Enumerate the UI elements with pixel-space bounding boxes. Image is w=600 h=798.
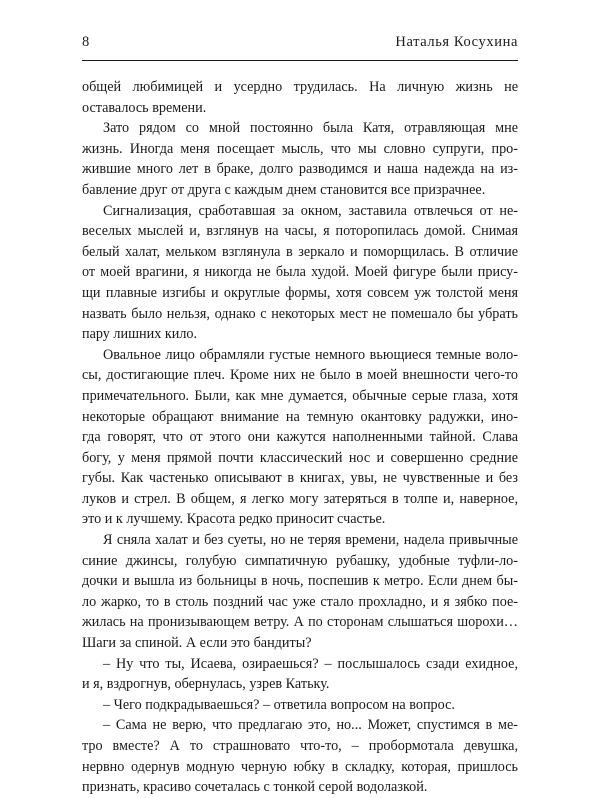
text-line: некоторые обращают внимание на темную окантовку радужки, ино-: [82, 408, 518, 425]
text-line: – Сама не верю, что предлагаю это, но... Может, спустимся в ме-: [103, 717, 518, 734]
text-line: сы, достигающие плеч. Кроме них не было в моей внешности чего-то: [82, 367, 518, 384]
text-line: пару лишних кило.: [82, 326, 198, 343]
text-line: бавление друг от друга с каждым днем становится все призрачнее.: [82, 181, 486, 198]
text-line: жизнь. Иногда меня посещает мысль, что мы словно супруги, про-: [82, 140, 518, 157]
text-line: богу, у меня прямой почти классический нос и совершенно средние: [82, 449, 518, 466]
paragraph: [82, 77, 518, 118]
running-head-author: Наталья Косухина: [395, 34, 518, 50]
text-line: это и к лучшему. Красота редко приносит счастье.: [82, 511, 386, 528]
text-line: Сигнализация, сработавшая за окном, заставила отвлечься от не-: [103, 202, 518, 219]
text-line: синие джинсы, голубую симпатичную рубашку, удобные туфли-ло-: [82, 552, 518, 569]
body-text: [82, 77, 518, 798]
text-line: дочки и вышла из больницы в ночь, поспешив к метро. Если днем бы-: [82, 573, 518, 590]
text-line: гда говорят, что от этого они кажутся наполненными тайной. Слава: [82, 429, 518, 446]
page-number: 8: [82, 34, 90, 50]
paragraph: [82, 530, 518, 654]
text-line: луков и стрел. В общем, я легко могу затеряться в толпе и, наверное,: [82, 490, 518, 507]
text-line: и я, вздрогнув, обернулась, узрев Катьку.: [82, 676, 330, 693]
text-line: оставалось времени.: [82, 99, 207, 116]
paragraph: [82, 345, 518, 530]
paragraph: [82, 654, 518, 695]
text-line: белый халат, мельком взглянула в зеркало и поморщилась. В отличие: [82, 243, 518, 260]
text-line: нервно одернув модную черную юбку в складку, которая, пришлось: [82, 758, 518, 775]
text-line: назвать было нельзя, однако с некоторых мест не помешало бы убрать: [82, 305, 518, 322]
text-line: Шаги за спиной. А если это бандиты?: [82, 635, 312, 652]
text-line: жилась на пронизывающем ветру. А по сторонам слышаться шорохи…: [82, 614, 518, 631]
text-line: Я сняла халат и без суеты, но не теряя времени, надела привычные: [103, 532, 518, 549]
text-line: щи плавные изгибы и округлые формы, хотя совсем уж толстой меня: [82, 284, 518, 301]
paragraph: [82, 695, 518, 716]
text-line: – Чего подкрадываешься? – ответила вопросом на вопрос.: [103, 696, 455, 713]
text-line: – Ну что ты, Исаева, озираешься? – послышалось сзади ехидное,: [103, 655, 518, 672]
text-line: губы. Как частенько описывают в книгах, увы, не чувственные и без: [82, 470, 518, 487]
text-line: ло жарко, то в столь поздний час уже стало прохладно, и я зябко пое-: [82, 593, 518, 610]
text-line: тро вместе? А то страшновато что-то, – пробормотала девушка,: [82, 738, 518, 754]
text-line: жившие много лет в браке, долго разводимся и наша надежда на из-: [82, 161, 518, 178]
paragraph: [82, 201, 518, 345]
text-line: примечательного. Были, как мне думается, обычные серые глаза, хотя: [82, 387, 518, 404]
text-line: веселых мыслей и, взглянув на часы, я поторопилась домой. Снимая: [82, 223, 518, 240]
text-line: общей любимицей и усердно трудилась. На личную жизнь не: [82, 79, 518, 95]
text-line: Овальное лицо обрамляли густые немного вьющиеся темные воло-: [103, 346, 518, 363]
text-line: Зато рядом со мной постоянно была Катя, отравляющая мне: [103, 120, 518, 137]
text-line: от моей врагини, я никогда не была худой. Моей фигуре были прису-: [82, 264, 518, 281]
page-header: [82, 30, 518, 61]
text-line: признать, красиво сочеталась с тонкой серой водолазкой.: [82, 779, 428, 796]
paragraph: [82, 715, 518, 797]
paragraph: [82, 118, 518, 200]
